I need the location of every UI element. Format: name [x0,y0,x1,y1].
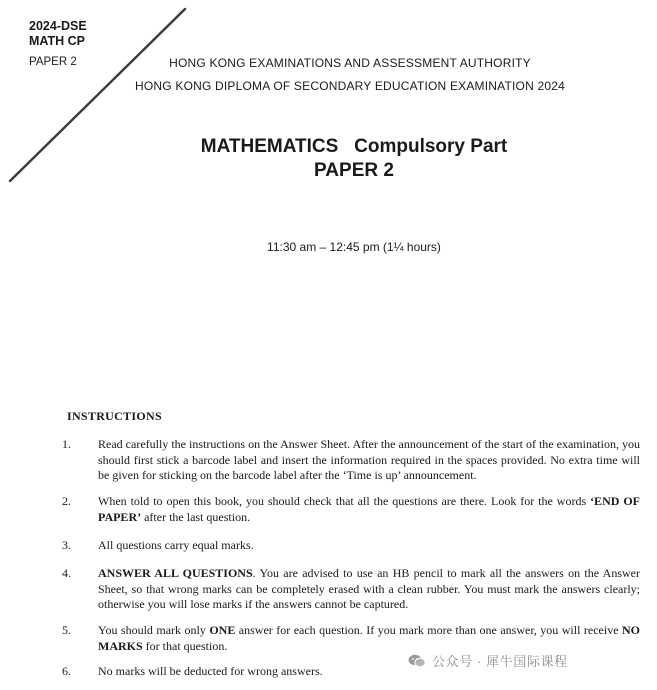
exam-code: 2024-DSE [29,19,87,33]
instruction-text-part: after the last question. [141,509,251,524]
instruction-number: 5. [62,623,71,637]
instruction-number: 4. [62,566,71,580]
instruction-emphasis: ‘END OF PAPER’ [98,494,640,524]
instruction-item [62,538,640,554]
exam-time: 11:30 am – 12:45 pm (1¼ hours) [267,240,441,254]
instruction-item [62,566,640,613]
instruction-text-part: for that question. [142,638,228,653]
instruction-number: 3. [62,538,71,552]
instruction-text-part: When told to open this book, you should check that all the questions are there. Look for the words [98,494,591,508]
paper-title: PAPER 2 [314,160,394,181]
wechat-icon [408,654,426,668]
instruction-text: No marks will be deducted for wrong answers. [98,664,323,678]
instruction-emphasis: ANSWER ALL QUESTIONS [98,566,253,580]
watermark [408,651,568,670]
instruction-text: All questions carry equal marks. [98,538,254,552]
instruction-emphasis: NO MARKS [98,623,640,653]
instruction-item [62,494,640,525]
watermark-text: 公众号 · 犀牛国际课程 [432,654,568,669]
instruction-number: 6. [62,664,71,678]
instruction-text: Read carefully the instructions on the Answer Sheet. After the announcement of the start of the examination, you should first stick a barcode label and insert the information required in the spaces provided. No extra time will be given for sticking on the barcode label after the ‘Time is up’ announcement. [98,437,640,482]
subject-code: MATH CP [29,34,86,48]
instruction-text [98,623,640,654]
examination-name: HONG KONG DIPLOMA OF SECONDARY EDUCATION EXAMINATION 2024 [135,79,565,93]
subject-title: MATHEMATICS Compulsory Part [200,136,508,157]
instructions-heading: INSTRUCTIONS [67,409,162,423]
authority-name: HONG KONG EXAMINATIONS AND ASSESSMENT AUTHORITY [169,56,531,70]
instruction-text-part: answer for each question. If you mark more than one answer, you will receive [235,623,622,637]
instruction-number: 1. [62,437,71,451]
instruction-text [98,494,640,525]
instruction-item [62,437,640,484]
instruction-emphasis: ONE [209,623,236,637]
instruction-text-part: . You are advised to use an HB pencil to mark all the answers on the Answer Sheet, so that wrong marks can be completely erased with a clean rubber. You must mark the answers clearly; otherwise you will lose marks if the answers cannot be captured. [98,566,640,611]
instruction-text-part: You should mark only [98,623,210,637]
paper-tag: PAPER 2 [29,56,77,68]
instruction-number: 2. [62,494,71,508]
exam-code-block [29,19,87,49]
instruction-item [62,623,640,654]
instruction-text [98,566,640,613]
